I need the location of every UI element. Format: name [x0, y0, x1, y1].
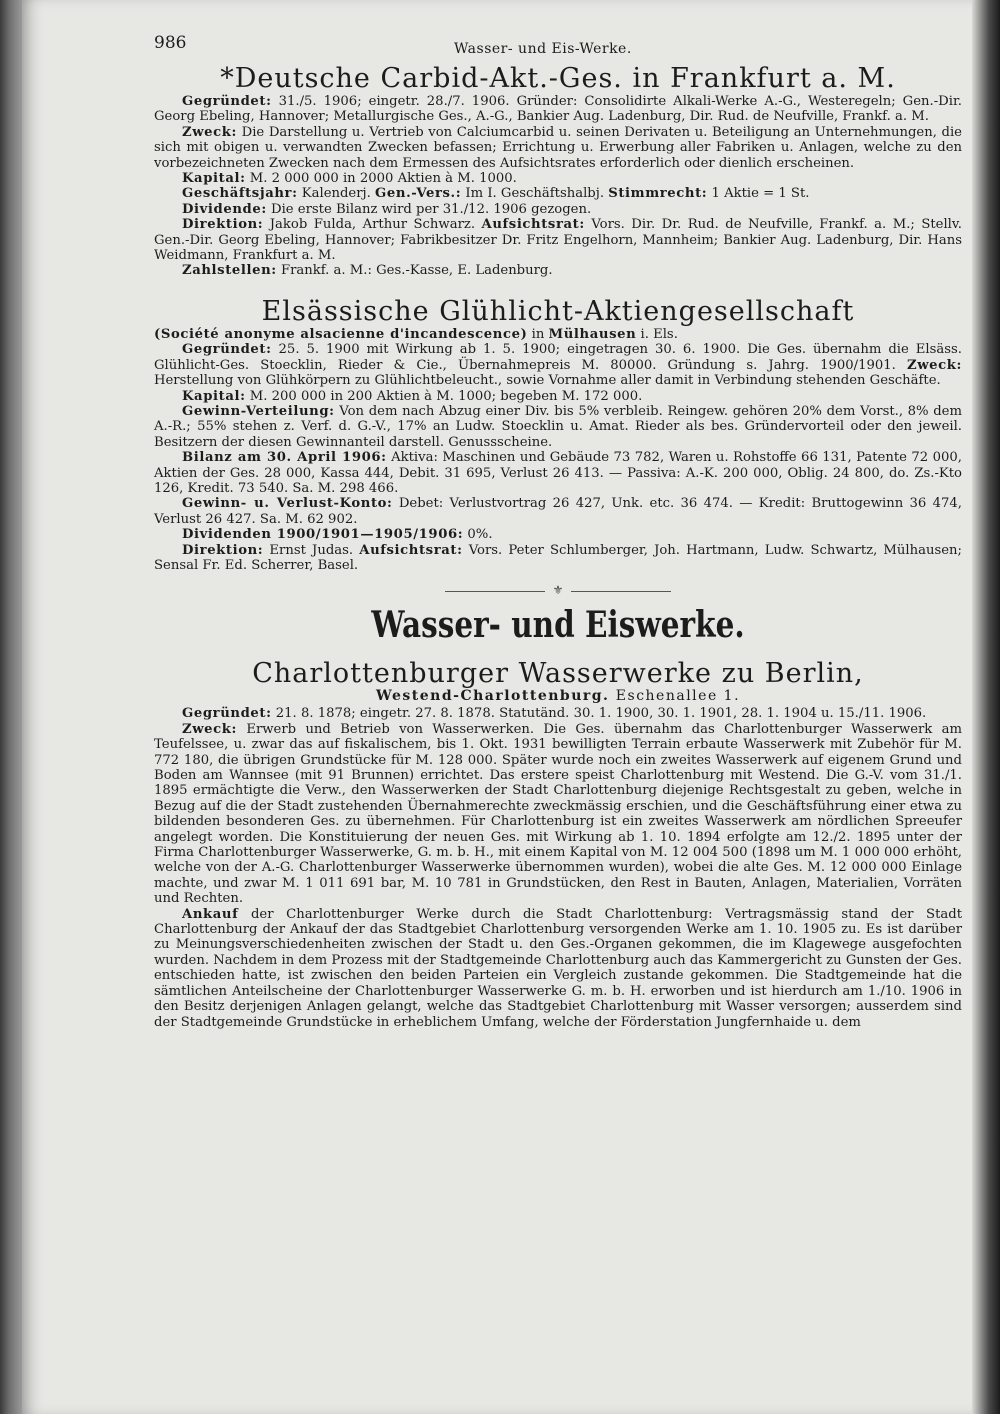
book-page	[22, 0, 972, 1414]
subtitle-address: Eschenallee 1.	[615, 687, 741, 704]
company-subtitle	[154, 689, 962, 704]
label-dividenden: Dividenden 1900/1901—1905/1906:	[182, 527, 464, 543]
paragraph-dividende	[154, 202, 962, 217]
text-gen-vers: Im I. Geschäftshalbj.	[465, 186, 605, 202]
label-gegruendet: Gegründet:	[182, 706, 272, 722]
label-zweck: Zweck:	[182, 721, 238, 737]
label-geschaeftsjahr: Geschäftsjahr:	[182, 186, 298, 202]
text-gegruendet: 25. 5. 1900 mit Wirkung ab 1. 5. 1900; eingetragen 30. 6. 1900. Die Ges. übernahm die Elsäss. Glühlicht-Ges. Stoecklin, Rieder & Cie., Übernahmepreis M. 80000. Gründung s. Jahrg. 1900/1901.	[154, 342, 962, 373]
label-gegruendet: Gegründet:	[182, 342, 272, 358]
text-zweck: Herstellung von Glühkörpern zu Glühlichtbeleucht., sowie Vornahme aller damit in Verbindung stehenden Geschäfte.	[154, 373, 941, 389]
page-number: 986	[154, 33, 187, 53]
page-content	[154, 30, 962, 1030]
paragraph-ankauf	[154, 907, 962, 1030]
label-kapital: Kapital:	[182, 171, 246, 187]
paragraph-zweck	[154, 722, 962, 907]
text-kapital: M. 200 000 in 200 Aktien à M. 1000; begeben M. 172 000.	[249, 388, 643, 404]
label-direktion: Direktion:	[182, 542, 264, 558]
company-title: Charlottenburger Wasserwerke zu Berlin,	[252, 657, 864, 689]
paragraph-kapital	[154, 389, 962, 404]
paragraph-gegruendet	[154, 706, 962, 721]
label-dividende: Dividende:	[182, 201, 267, 217]
label-bilanz: Bilanz am 30. April 1906:	[182, 450, 387, 466]
subtitle-french-name: (Société anonyme alsacienne d'incandescence)	[154, 326, 528, 342]
text-zahlstellen: Frankf. a. M.: Ges.-Kasse, E. Ladenburg.	[280, 263, 553, 279]
label-zweck: Zweck:	[906, 357, 962, 373]
text-aufsichtsrat: Vors. Peter Schlumberger, Joh. Hartmann, Ludw. Schwartz, Mülhausen; Sensal Fr. Ed. Scherrer, Basel.	[154, 542, 962, 573]
paragraph-zweck	[154, 125, 962, 171]
label-direktion: Direktion:	[182, 217, 264, 233]
text-kapital: M. 2 000 000 in 2000 Aktien à M. 1000.	[249, 171, 517, 187]
company-subtitle	[154, 327, 962, 342]
entry-elsaessische-gluehlicht	[154, 297, 962, 574]
text-stimmrecht: 1 Aktie = 1 St.	[711, 186, 810, 202]
subtitle-city: Mülhausen	[548, 326, 637, 342]
book-spine	[0, 0, 22, 1414]
label-ankauf: Ankauf	[182, 906, 239, 922]
section-heading: Wasser- und Eiswerke.	[371, 603, 745, 646]
divider-line-left	[445, 591, 545, 592]
subtitle-in: in	[531, 326, 545, 342]
running-title: Wasser- und Eis-Werke.	[454, 41, 632, 57]
text-geschaeftsjahr: Kalenderj.	[301, 186, 371, 202]
divider-line-right	[571, 591, 671, 592]
paragraph-gegruendet	[154, 342, 962, 388]
text-ankauf: der Charlottenburger Werke durch die Stadt Charlottenburg: Vertragsmässig stand der Stadt Charlottenburg der Ankauf der das Stadtgebiet Charlottenburg versorgenden Werke am 1. 10. 1905 zu. Es ist darüber zu Meinungsverschiedenheiten zwischen der Stadt u. den Ges.-Organen gekommen, die im Klagewege ausgefochten wurden. Nachdem in dem Prozess mit der Stadtgemeinde Charlottenburg auch das Kammergericht zu Gunsten der Ges. entschieden hatte, ist zwischen den beiden Parteien ein Vergleich zustande gekommen. Die Stadtgemeinde hat die sämtlichen Anteilscheine der Charlottenburger Wasserwerke G. m. b. H. erworben und ist hierdurch am 1./10. 1906 in den Besitz derjenigen Anlagen gelangt, welche das Stadtgebiet Charlottenburg mit Wasser versorgen; ausserdem sind der Stadtgemeinde Grundstücke in erheblichem Umfang, welche der Förderstation Jungfernhaide u. dem	[154, 906, 962, 1030]
paragraph-geschaeftsjahr	[154, 186, 962, 201]
paragraph-direktion	[154, 543, 962, 574]
label-gewinn-verlust: Gewinn- u. Verlust-Konto:	[182, 496, 393, 512]
paragraph-bilanz	[154, 450, 962, 496]
text-gegruendet: 31./5. 1906; eingetr. 28./7. 1906. Gründer: Consolidirte Alkali-Werke A.-G., Westeregeln; Gen.-Dir. Georg Ebeling, Hannover; Metallurgische Ges., A.-G., Bankier Aug. Ladenburg, Dir. Rud. de Neufville, Frankf. a. M.	[154, 94, 962, 125]
company-title: Elsässische Glühlicht-Aktiengesellschaft	[261, 295, 855, 327]
label-aufsichtsrat: Aufsichtsrat:	[481, 217, 585, 233]
text-zweck: Erwerb und Betrieb von Wasserwerken. Die Ges. übernahm das Charlottenburger Wasserwerk am Teufelssee, u. zwar das auf fiskalischem, bis 1. Okt. 1931 bewilligten Terrain erbaute Wasserwerk mit Zubehör für M. 772 180, die übrigen Grundstücke für M. 128 000. Später wurde noch ein zweites Wasserwerk auf eigenem Grund und Boden am Wannsee (mit 91 Brunnen) errichtet. Das erstere speist Charlottenburg mit Westend. Die G.-V. vom 31./1. 1895 ermächtigte die Verw., den Wasserwerken der Stadt Charlottenburg diejenige Rechtsgestalt zu geben, welche in Bezug auf die der Stadt zustehenden Übernahmerechte zweckmässig erschien, und die Geschäftsführung einer etwa zu bildenden besonderen Ges. zu übernehmen. Für Charlottenburg ist ein zweites Wasserwerk am nördlichen Spreeufer angelegt worden. Die Konstituierung der neuen Ges. mit Wirkung ab 1. 10. 1894 erfolgte am 12./2. 1895 unter der Firma Charlottenburger Wasserwerke, G. m. b. H., mit einem Kapital von M. 12 004 500 (1898 um M. 1 000 000 erhöht, welche von der A.-G. Charlottenburger Wasserwerke übernommen wurden), wobei die alte Ges. M. 12 000 000 Einlage machte, und zwar M. 1 011 691 bar, M. 10 781 in Grundstücken, den Rest in Bauten, Anlagen, Materialien, Vorräten und Rechten.	[154, 721, 962, 907]
text-gegruendet: 21. 8. 1878; eingetr. 27. 8. 1878. Statutänd. 30. 1. 1900, 30. 1. 1901, 28. 1. 1904 u. 15./11. 1906.	[275, 706, 927, 722]
text-dividende: Die erste Bilanz wird per 31./12. 1906 gezogen.	[271, 201, 592, 217]
paragraph-gegruendet	[154, 94, 962, 125]
subtitle-tail: i. Els.	[640, 326, 678, 342]
text-direktion: Jakob Fulda, Arthur Schwarz.	[269, 217, 476, 233]
label-kapital: Kapital:	[182, 388, 246, 404]
label-aufsichtsrat: Aufsichtsrat:	[359, 542, 463, 558]
page-edge	[972, 0, 1000, 1414]
entry-deutsche-carbid	[154, 64, 962, 279]
text-direktion: Ernst Judas.	[269, 542, 354, 558]
text-gewinn-verlust: Debet: Verlustvortrag 26 427, Unk. etc. 36 474. — Kredit: Bruttogewinn 36 474, Verlust 26 427. Sa. M. 62 902.	[154, 496, 962, 527]
text-aufsichtsrat: Vors. Dir. Dr. Rud. de Neufville, Frankf. a. M.; Stellv. Gen.-Dir. Georg Ebeling, Hannover; Fabrikbesitzer Dr. Fritz Engelhorn, Mannheim; Bankier Aug. Ladenburg, Dir. Hans Weidmann, Frankfurt a. M.	[154, 217, 962, 264]
paragraph-gewinn-verteilung	[154, 404, 962, 450]
label-stimmrecht: Stimmrecht:	[608, 186, 708, 202]
label-gewinn-verteilung: Gewinn-Verteilung:	[182, 403, 335, 419]
label-gen-vers: Gen.-Vers.:	[375, 186, 462, 202]
text-dividenden: 0%.	[467, 527, 493, 543]
label-gegruendet: Gegründet:	[182, 94, 272, 109]
running-header	[154, 30, 962, 64]
label-zweck: Zweck:	[182, 124, 238, 140]
section-divider	[154, 583, 962, 599]
paragraph-kapital	[154, 171, 962, 186]
paragraph-gewinn-verlust	[154, 496, 962, 527]
text-zweck: Die Darstellung u. Vertrieb von Calciumcarbid u. seinen Derivaten u. Beteiligung an Unternehmungen, die sich mit obigen u. verwandten Zwecken befassen; Errichtung u. Erwerbung aller Fabriken u. Anlagen, welche zu den vorbezeichneten Zwecken nach dem Ermessen des Aufsichtsrates erforderlich oder dienlich erscheinen.	[154, 124, 962, 171]
company-title: *Deutsche Carbid-Akt.-Ges. in Frankfurt a. M.	[220, 63, 896, 94]
paragraph-zahlstellen	[154, 263, 962, 278]
label-zahlstellen: Zahlstellen:	[182, 263, 277, 279]
text-gewinn-verteilung: Von dem nach Abzug einer Div. bis 5% verbleib. Reingew. gehören 20% dem Vorst., 8% dem A.-R.; 55% stehen z. Verf. d. G.-V., 17% an Ludw. Stoecklin u. Amat. Rieder als bes. Gründervorteil oder den jeweil. Besitzern der diesen Gewinnanteil darstell. Genussscheine.	[154, 403, 962, 450]
paragraph-direktion	[154, 217, 962, 263]
ornament-icon: ⚜	[552, 583, 564, 598]
subtitle-location: Westend-Charlottenburg.	[375, 687, 610, 704]
entry-charlottenburger-wasserwerke	[154, 659, 962, 1030]
spacer	[154, 279, 962, 297]
text-bilanz: Aktiva: Maschinen und Gebäude 73 782, Waren u. Rohstoffe 66 131, Patente 72 000, Aktien der Ges. 28 000, Kassa 444, Debit. 31 695, Verlust 26 413. — Passiva: A.-K. 200 000, Oblig. 24 800, do. Zs.-Kto 126, Kredit. 73 540. Sa. M. 298 466.	[154, 450, 962, 496]
paragraph-dividenden	[154, 527, 962, 542]
